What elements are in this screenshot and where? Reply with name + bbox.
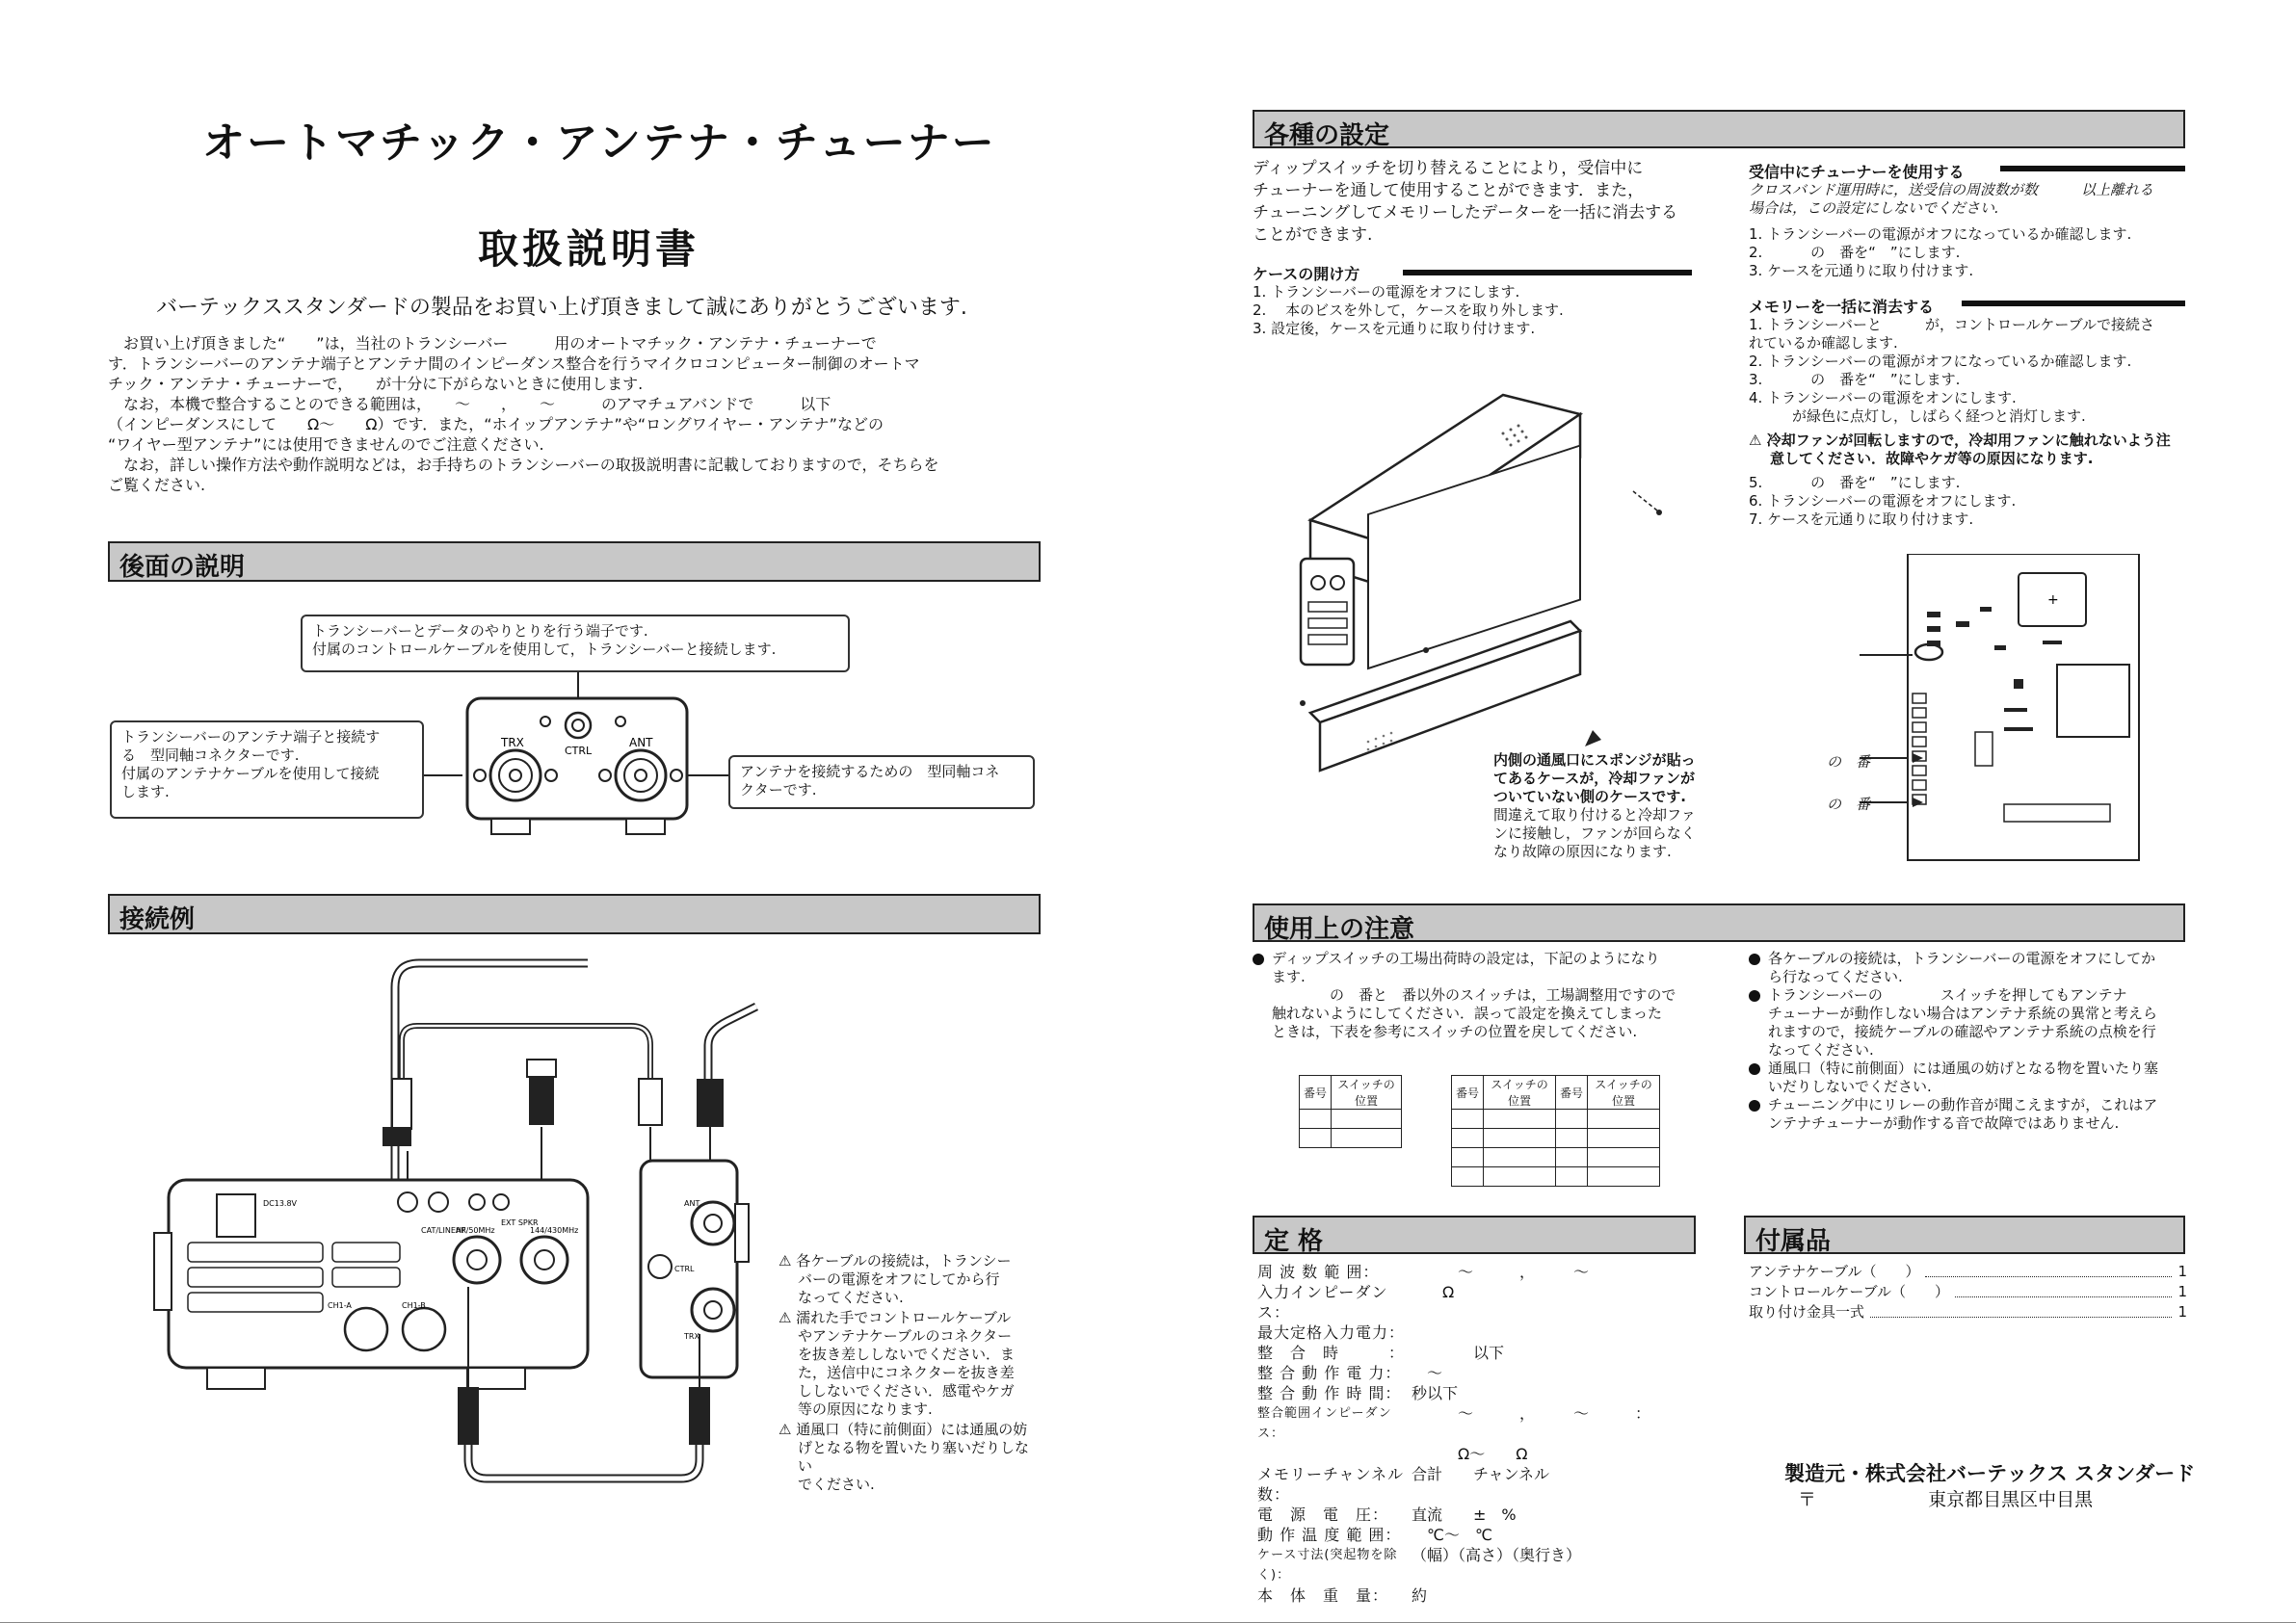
accessory-item [1749,1302,2187,1322]
section-usage-heading: 使用上の注意 [1253,903,2185,942]
bullet-icon [1749,1100,1760,1112]
pcb-label-1: の 番 [1827,753,1871,771]
mem-heading: メモリーを一括に消去する [1749,298,1935,316]
intro-line: ご覧ください. [108,476,206,494]
spec-row [1257,1403,1710,1444]
callout-ant [728,755,1035,809]
case-note-line: てあるケースが，冷却ファンが [1493,770,1695,787]
table-header: スイッチの位置 [1484,1076,1556,1110]
section-rear-heading: 後面の説明 [108,541,1041,582]
accessory-name: 取り付け金具一式 [1749,1303,1865,1321]
radio-label: CH1-B [402,1301,426,1310]
switch-table-small [1299,1075,1402,1148]
warning-line: やアンテナケーブルのコネクター [798,1327,1013,1345]
spec-value: （幅）（高さ）（奥行き） [1412,1546,1582,1564]
section-specs-heading: 定 格 [1253,1216,1696,1254]
maker-address [1798,1485,2093,1511]
rx-steps [1749,225,2192,280]
accessory-name: アンテナケーブル（ ） [1749,1263,1920,1280]
spec-row [1257,1505,1710,1525]
pcb-illustration [1860,554,2149,862]
mem-heading-rule [1962,301,2185,306]
usage-line: れますので，接続ケーブルの確認やアンテナ系統の点検を行 [1768,1023,2156,1040]
intro-line: “ワイヤー型アンテナ”には使用できませんのでご注意ください. [108,435,544,454]
warning-line: を抜き差ししないでください．ま [798,1346,1016,1363]
connect-warnings [779,1252,1039,1494]
spec-row [1257,1282,1710,1322]
warning-line: 等の原因になります. [798,1400,933,1418]
warning-line: た，送信中にコネクターを抜き差 [798,1364,1015,1381]
intro-line: なお，本機で整合することのできる範囲は， ～ ， ～ のアマチュアバンドで 以下 [123,395,831,413]
usage-line: の 番と 番以外のスイッチは，工場調整用ですので [1272,986,1676,1004]
warning-item: ⚠ 各ケーブルの接続は，トランシー バーの電源をオフにしてから行 なってください. [779,1252,1039,1307]
spec-row [1257,1343,1710,1363]
usage-line: ます. [1272,968,1306,985]
warning-line: 通風口（特に前側面）には通風の妨 [796,1421,1028,1438]
spec-value: Ω～ Ω [1412,1445,1528,1463]
label-trx: TRX [501,736,524,749]
spec-row [1257,1585,1710,1606]
spec-row [1257,1363,1710,1383]
case-note-line: ついていない側のケースです. [1493,788,1686,805]
case-heading: ケースの開け方 [1253,265,1360,283]
case-step: 2. 本のビスを外して，ケースを取り外します. [1253,301,1564,319]
callout-ant-line: アンテナを接続するための 型同軸コネ [740,763,1000,780]
mem-step: 7. ケースを元通りに取り付けます. [1749,510,1974,528]
spec-label: 最大定格入力電力： [1257,1323,1406,1342]
spec-value: ～ [1412,1364,1443,1382]
accessory-item [1749,1262,2187,1282]
usage-line: 触れないようにしてください．誤って設定を換えてしまった [1272,1005,1663,1022]
rx-step: 3. ケースを元通りに取り付けます. [1749,262,1974,279]
mem-step: 5. の 番を“ ”にします. [1749,474,1961,491]
usage-line: いだりしないでください. [1768,1078,1932,1095]
svg-text:+: + [2047,592,2059,608]
warning-line: 濡れた手でコントロールケーブル [796,1309,1012,1326]
intro-line: なお，詳しい操作方法や動作説明などは，お手持ちのトランシーバーの取扱説明書に記載しておりますので，そちらを [123,456,939,474]
accessory-qty: 1 [2177,1283,2187,1300]
label-ant: ANT [629,736,653,749]
warning-line: なってください. [798,1289,904,1306]
radio-label: CH1-A [328,1301,352,1310]
thanks-message: バーテックススタンダードの製品をお買い上げ頂きまして誠にありがとうございます. [156,296,967,320]
callout-trx-line: 付属のアンテナケーブルを使用して接続 [121,765,380,782]
table-header: 番号 [1300,1076,1332,1110]
spec-label: 電 源 電 圧： [1257,1505,1389,1524]
leader-dots [1870,1302,2172,1318]
spec-label: 整 合 動 作 電 力： [1257,1364,1402,1382]
spec-label: ケース寸法(突起物を除く)： [1257,1548,1398,1583]
radio-label: EXT SPKR [501,1218,539,1227]
spec-label: 入力インピーダンス： [1257,1283,1388,1322]
warning-line: 各ケーブルの接続は，トランシー [796,1252,1012,1270]
spec-row [1257,1322,1710,1343]
settings-intro-line: チューナーを通して使用することができます．また， [1253,181,1645,200]
warning-line: げとなる物を置いたり塞いだりしない [798,1439,1030,1475]
usage-line: トランシーバーの スイッチを押してもアンテナ [1768,986,2127,1004]
spec-label: 整 合 時 ： [1257,1344,1406,1362]
callout-trx-line: トランシーバーのアンテナ端子と接続す [121,728,381,746]
warning-item: ⚠ 濡れた手でコントロールケーブル やアンテナケーブルのコネクター を抜き差ししないでください．ま た，送信中にコネクターを抜き差 ししないでください．感電やケガ 等の原因になります. [779,1309,1039,1419]
intro-line: す．トランシーバーのアンテナ端子とアンテナ間のインピーダンス整合を行うマイクロコンピューター制御のオートマ [108,354,920,373]
intro-line: チック・アンテナ・チューナーで， が十分に下がらないときに使用します. [108,375,644,393]
settings-intro-line: ことができます. [1253,225,1373,245]
address-text: 東京都目黒区中目黒 [1928,1489,2094,1510]
accessory-qty: 1 [2177,1303,2187,1321]
settings-intro [1253,158,1705,247]
usage-right [1749,950,2192,1133]
accessories-list [1749,1262,2187,1322]
case-heading-rule [1403,270,1692,275]
spec-row [1257,1383,1710,1403]
callout-ctrl [301,615,850,672]
rx-note-line: クロスバンド運用時に，送受信の周波数が数 以上離れる [1749,181,2154,198]
pcb-label-2: の 番 [1827,796,1871,813]
spec-label [1257,1444,1412,1464]
usage-line: 各ケーブルの接続は，トランシーバーの電源をオフにしてか [1768,950,2156,967]
radio-label: CAT/LINEAR [421,1226,466,1235]
label-ctrl: CTRL [565,745,593,757]
spec-value: Ω [1412,1283,1455,1301]
spec-value: ℃～ ℃ [1412,1526,1492,1544]
callout-trx-line: る 型同軸コネクターです. [121,746,300,764]
intro-line: お買い上げ頂きました“ ”は，当社のトランシーバー 用のオートマチック・アンテナ・チューナーで [123,334,877,353]
case-step: 3. 設定後，ケースを元通りに取り付けます. [1253,320,1536,337]
leader-dots [1955,1282,2172,1297]
section-settings-heading: 各種の設定 [1253,110,2185,148]
postal-mark: 〒 [1798,1489,1817,1510]
accessory-qty: 1 [2177,1263,2187,1280]
rx-heading: 受信中にチューナーを使用する [1749,163,1965,181]
mem-warning-line: 意してください．故障やケガ等の原因になります. [1770,450,2094,467]
rx-note [1749,181,2192,218]
spec-row [1257,1525,1710,1545]
case-note-line: ンに接触し，ファンが回らなく [1493,825,1696,842]
spec-label: 整 合 動 作 時 間： [1257,1384,1402,1402]
spec-label: 周 波 数 範 囲： [1257,1263,1380,1281]
usage-line: ら行なってください. [1768,968,1903,985]
callout-ant-line: クターです. [740,781,817,798]
spec-label: 動 作 温 度 範 囲： [1257,1526,1402,1544]
tuner-label: CTRL [674,1265,695,1273]
tuner-label: TRX [684,1332,699,1341]
bullet-icon [1749,990,1760,1002]
radio-label: HF/50MHz [456,1226,495,1235]
spec-value: 秒以下 [1412,1384,1459,1402]
table-header: 番号 [1556,1076,1588,1110]
maker-name: 製造元・株式会社バーテックス スタンダード [1784,1462,2196,1485]
spec-value: ～ ， ～ ： [1412,1404,1651,1423]
callout-trx [110,720,424,819]
warning-item: ⚠ 通風口（特に前側面）には通風の妨 げとなる物を置いたり塞いだりしない でください. [779,1421,1039,1494]
rx-step: 1. トランシーバーの電源がオフになっているか確認します. [1749,225,2132,243]
callout-trx-line: します. [121,783,170,800]
settings-intro-line: チューニングしてメモリーしたデーターを一括に消去する [1253,203,1678,223]
callout-ctrl-line: 付属のコントロールケーブルを使用して，トランシーバーと接続します. [312,641,777,658]
table-header: スイッチの位置 [1588,1076,1660,1110]
case-note-line: 間違えて取り付けると冷却ファ [1493,806,1696,824]
page-title: オートマチック・アンテナ・チューナー [202,118,996,168]
spec-value: 以下 [1412,1344,1505,1362]
callout-ctrl-line: トランシーバーとデータのやりとりを行う端子です. [312,622,648,640]
usage-line: チューニング中にリレーの動作音が聞こえますが，これはア [1768,1096,2158,1113]
spec-label: 本 体 重 量： [1257,1586,1389,1605]
usage-line: ンテナチューナーが動作する音で故障ではありません. [1768,1114,2120,1132]
rx-note-line: 場合は，この設定にしないでください. [1749,199,1999,217]
spec-row [1257,1545,1710,1585]
rx-heading-rule [2000,166,2185,171]
bullet-icon [1749,954,1760,965]
mem-step: が緑色に点灯し，しばらく経つと消灯します. [1749,407,2086,425]
mem-step: れているか確認します. [1749,334,1898,352]
usage-line: チューナーが動作しない場合はアンテナ系統の異常と考えら [1768,1005,2157,1022]
tuner-label: ANT [684,1199,700,1208]
section-accessories-heading: 付属品 [1744,1216,2185,1254]
case-exploded-illustration [1291,356,1676,780]
bullet-icon [1253,954,1264,965]
spec-row [1257,1464,1710,1505]
connection-diagram [149,954,766,1493]
spec-row [1257,1262,1710,1282]
radio-label: 144/430MHz [530,1226,579,1235]
warning-line: ししないでください．感電やケガ [798,1382,1015,1400]
case-step: 1. トランシーバーの電源をオフにします. [1253,283,1520,301]
warning-line: バーの電源をオフにしてから行 [798,1270,1000,1288]
intro-line: （インピーダンスにして Ω～ Ω）です．また，“ホイップアンテナ”や“ロングワイヤー・アンテナ”などの [108,415,884,433]
mem-step: 3. の 番を“ ”にします. [1749,371,1961,388]
section-connect-heading: 接続例 [108,894,1041,934]
spec-value: ～ ， ～ [1412,1263,1590,1281]
leader-dots [1925,1262,2172,1277]
specs-list [1257,1262,1710,1606]
bullet-icon [1749,1063,1760,1075]
intro-text [108,333,1042,495]
mem-step: 6. トランシーバーの電源をオフにします. [1749,492,2017,510]
page-subtitle: 取扱説明書 [478,225,700,273]
rear-panel-illustration [424,669,732,843]
case-steps [1253,283,1696,338]
spec-label: メモリーチャンネル数： [1257,1465,1405,1504]
accessory-item [1749,1282,2187,1302]
case-note-line: なり故障の原因になります. [1493,843,1672,860]
usage-line: なってください. [1768,1041,1874,1059]
settings-intro-line: ディップスイッチを切り替えることにより，受信中に [1253,159,1644,178]
mem-warning: ⚠ 冷却ファンが回転しますので，冷却用ファンに触れないよう注 [1749,432,2171,449]
spec-value: 直流 ± % [1412,1505,1517,1524]
table-header: 番号 [1452,1076,1484,1110]
usage-line: ディップスイッチの工場出荷時の設定は，下記のようになり [1272,950,1660,967]
mem-step: 4. トランシーバーの電源をオンにします. [1749,389,2017,406]
usage-left [1253,950,1710,1041]
usage-line: 通風口（特に前側面）には通風の妨げとなる物を置いたり塞 [1768,1060,2159,1077]
case-note-line: 内側の通風口にスポンジが貼っ [1493,751,1696,769]
mem-warning-line: 冷却ファンが回転しますので，冷却用ファンに触れないよう注 [1766,432,2171,449]
table-header: スイッチの位置 [1332,1076,1402,1110]
accessory-name: コントロールケーブル（ ） [1749,1283,1950,1300]
rx-step: 2. の 番を“ ”にします. [1749,244,1961,261]
case-note [1493,751,1715,861]
mem-step: 2. トランシーバーの電源がオフになっているか確認します. [1749,353,2132,370]
warning-line: でください. [798,1476,875,1493]
usage-line: ときは，下表を参考にスイッチの位置を戻してください. [1272,1023,1638,1040]
mem-step: 1. トランシーバーと が，コントロールケーブルで接続さ [1749,316,2155,333]
radio-label: DC13.8V [263,1199,298,1208]
spec-label: 整合範囲インピーダンス： [1257,1406,1392,1441]
spec-value: 約 [1412,1586,1428,1605]
spec-row [1257,1444,1710,1464]
spec-value: 合計 チャンネル [1412,1465,1550,1483]
mem-steps [1749,316,2192,529]
switch-table-large [1451,1075,1660,1187]
